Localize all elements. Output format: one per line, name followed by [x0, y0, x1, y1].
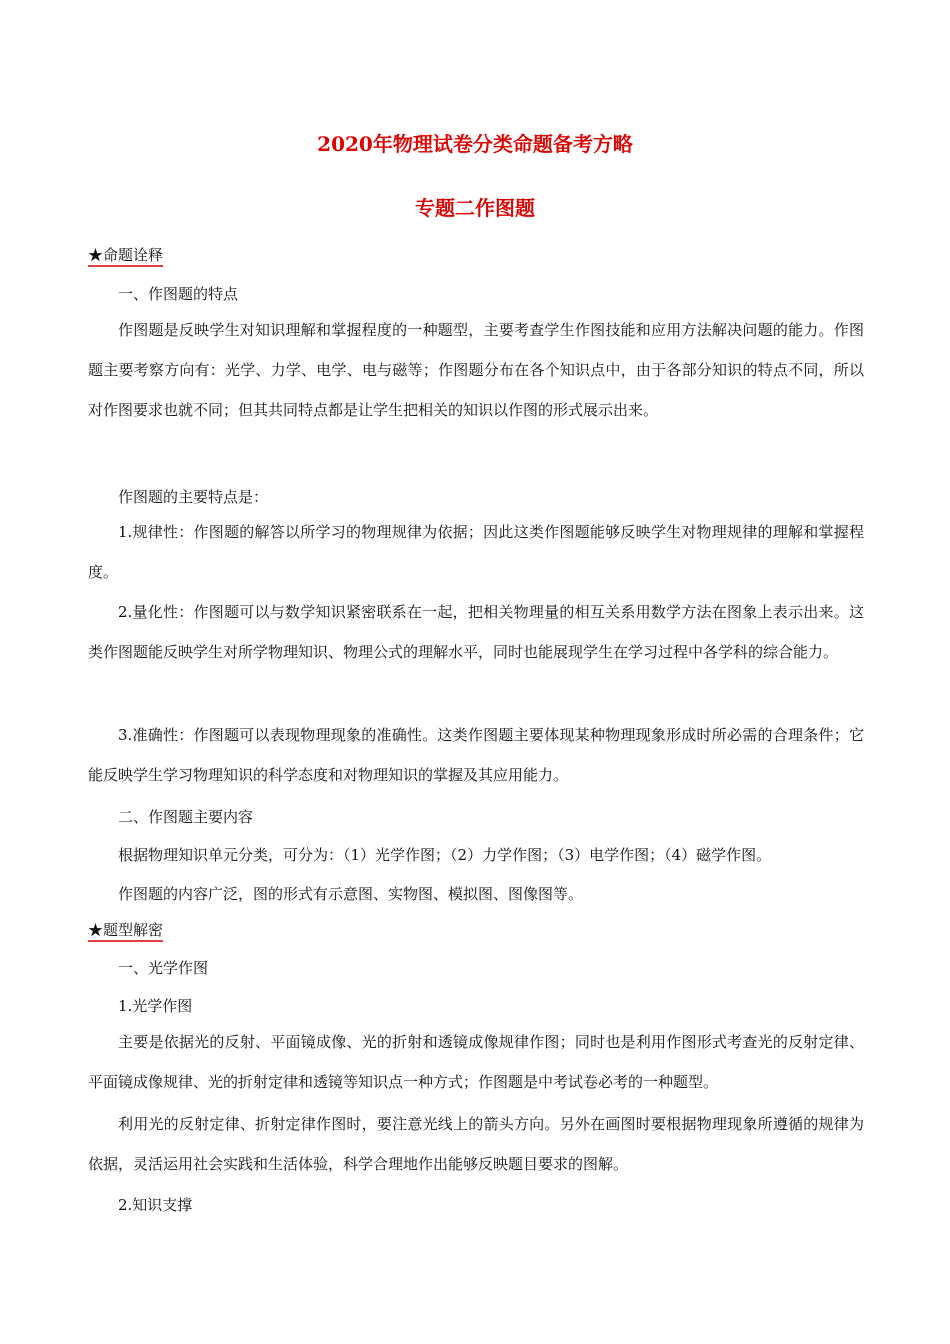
paragraph-classification: 根据物理知识单元分类，可分为：（1）光学作图；（2）力学作图；（3）电学作图；（4）磁学作图。	[118, 846, 772, 864]
heading-knowledge-support: 2.知识支撑	[118, 1196, 193, 1214]
paragraph-accuracy: 3.准确性：作图题可以表现物理现象的准确性。这类作图题主要体现某种物理现象形成时所必需的合理条件；它能反映学生学习物理知识的科学态度和对物理知识的掌握及其应用能力。	[88, 726, 864, 784]
section-heading-analysis: ★题型解密	[88, 920, 163, 942]
paragraph-intro: 作图题是反映学生对知识理解和掌握程度的一种题型，主要考查学生作图技能和应用方法解决问题的能力。作图题主要考察方向有：光学、力学、电学、电与磁等；作图题分布在各个知识点中，由于各部分知识的特点不同，所以对作图要求也就不同；但其共同特点都是让学生把相关的知识以作图的形式展示出来。	[88, 321, 864, 419]
document-title: 2020年物理试卷分类命题备考方略	[317, 132, 633, 156]
paragraph-optics-notes: 利用光的反射定律、折射定律作图时，要注意光线上的箭头方向。另外在画图时要根据物理现象所遵循的规律为依据，灵活运用社会实践和生活体验，科学合理地作出能够反映题目要求的图解。	[88, 1115, 864, 1173]
paragraph-main-features: 作图题的主要特点是：	[118, 488, 269, 506]
heading-features: 一、作图题的特点	[118, 285, 239, 303]
heading-main-content: 二、作图题主要内容	[118, 808, 254, 826]
paragraph-forms: 作图题的内容广泛，图的形式有示意图、实物图、模拟图、图像图等。	[118, 885, 584, 903]
paragraph-quantification: 2.量化性：作图题可以与数学知识紧密联系在一起，把相关物理量的相互关系用数学方法在图象上表示出来。这类作图题能反映学生对所学物理知识、物理公式的理解水平，同时也能展现学生在学习过程中各学科的综合能力。	[88, 603, 864, 661]
section-heading-interpretation: ★命题诠释	[88, 245, 163, 267]
paragraph-regularity: 1.规律性：作图题的解答以所学习的物理规律为依据；因此这类作图题能够反映学生对物理规律的理解和掌握程度。	[88, 523, 864, 581]
paragraph-optics-basis: 主要是依据光的反射、平面镜成像、光的折射和透镜成像规律作图；同时也是利用作图形式考查光的反射定律、平面镜成像规律、光的折射定律和透镜等知识点一种方式；作图题是中考试卷必考的一种题型。	[88, 1033, 864, 1091]
document-subtitle: 专题二作图题	[415, 196, 535, 220]
heading-optics: 一、光学作图	[118, 959, 209, 977]
heading-optics-drawing: 1.光学作图	[118, 997, 193, 1015]
